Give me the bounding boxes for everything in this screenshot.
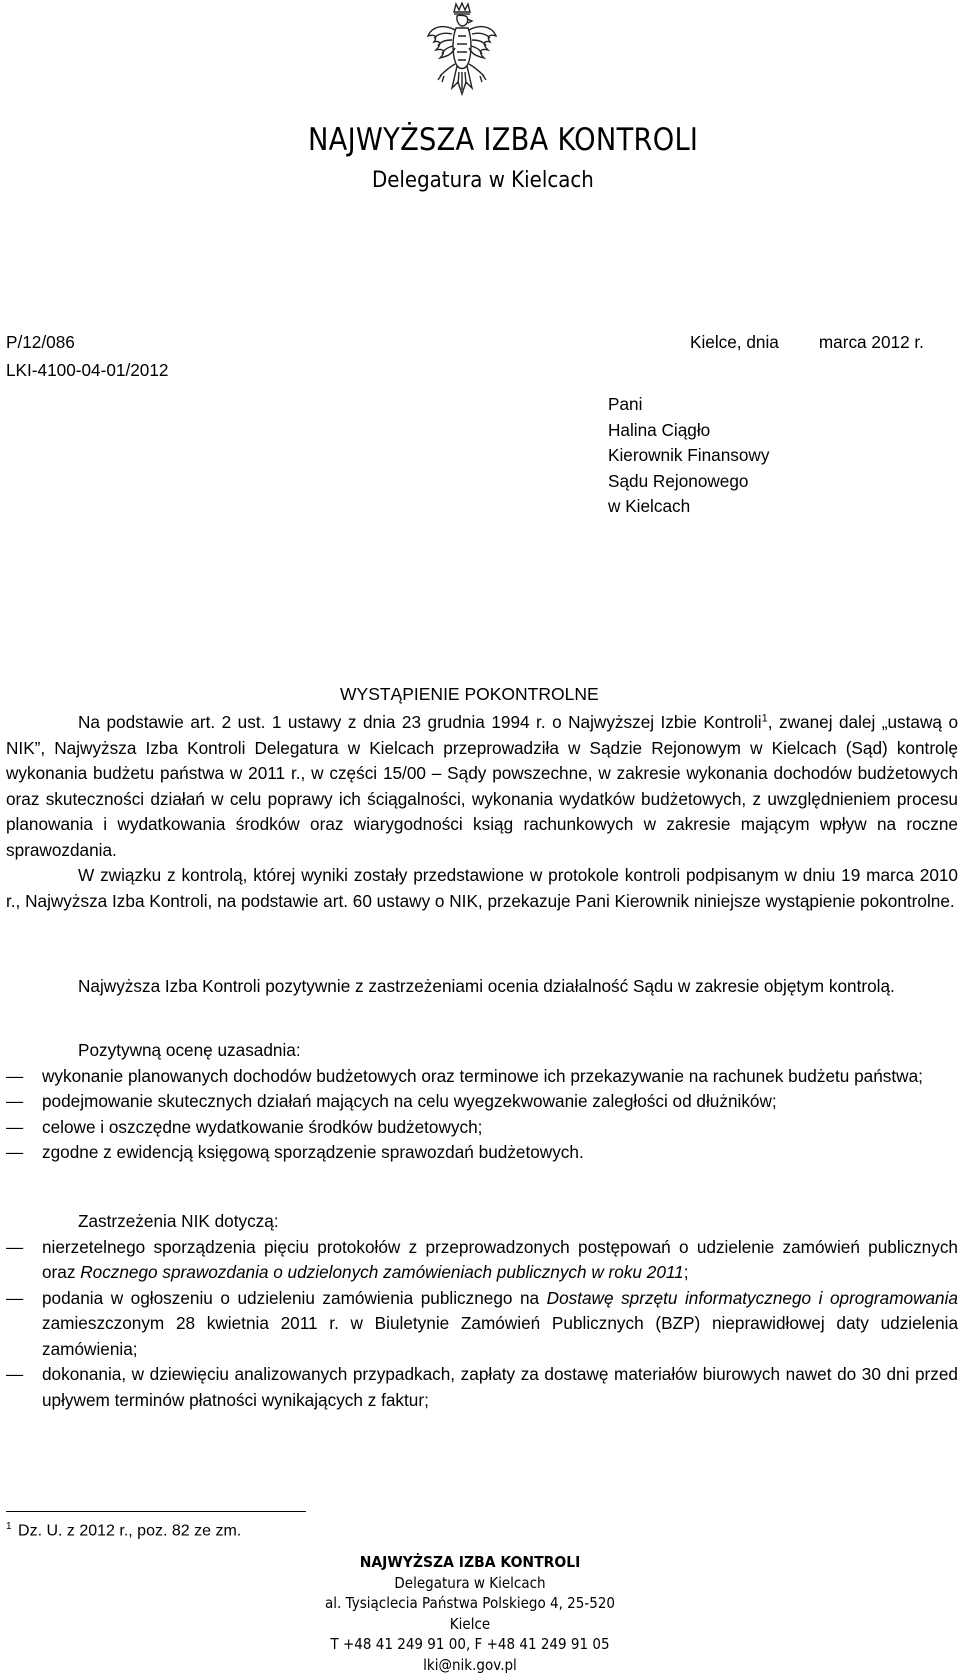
document-title: WYSTĄPIENIE POKONTROLNE xyxy=(340,684,599,705)
list-item: — zgodne z ewidencją księgową sporządzenie sprawozdań budżetowych. xyxy=(6,1140,958,1166)
item-text: ; xyxy=(684,1262,689,1282)
list-item: — dokonania, w dziewięciu analizowanych przypadkach, zapłaty za dostawę materiałów biurowych nawet do 30 dni przed upływem terminów płatności wynikających z faktur; xyxy=(6,1362,958,1413)
addressee-salutation: Pani xyxy=(608,392,769,418)
list-item: — podejmowanie skutecznych działań mających na celu wyegzekwowanie zaległości od dłużników; xyxy=(6,1089,958,1115)
intro-paragraph xyxy=(6,710,958,863)
assessment-section xyxy=(6,974,958,1000)
footnote xyxy=(6,1521,241,1540)
list-item xyxy=(6,1286,958,1363)
intro-text-a: Na podstawie art. 2 ust. 1 ustawy z dnia 23 grudnia 1994 r. o Najwyższej Izbie Kontroli xyxy=(78,712,762,732)
item-text: nierzetelnego sporządzenia pięciu protokołów z przeprowadzonych postępowań o udzielenie zamówień publicznych oraz xyxy=(42,1237,958,1283)
list-item xyxy=(6,1235,958,1286)
positive-list xyxy=(6,1064,958,1166)
addressee-court: Sądu Rejonowego xyxy=(608,469,769,495)
reservations-section xyxy=(6,1209,958,1413)
footer-branch: Delegatura w Kielcach xyxy=(317,1573,623,1594)
addressee-block xyxy=(608,392,769,520)
footnote-separator xyxy=(6,1511,306,1512)
item-text: zamieszczonym 28 kwietnia 2011 r. w Biuletynie Zamówień Publicznych (BZP) nieprawidłowej daty udzielenia zamówienia; xyxy=(42,1313,958,1359)
positive-section xyxy=(6,1038,958,1166)
footer-phone: T +48 41 249 91 00, F +48 41 249 91 05 xyxy=(317,1634,623,1655)
reservations-list xyxy=(6,1235,958,1414)
footnote-text: Dz. U. z 2012 r., poz. 82 ze zm. xyxy=(18,1522,241,1539)
intro-section xyxy=(6,710,958,914)
footer-institution: NAJWYŻSZA IZBA KONTROLI xyxy=(317,1552,623,1573)
footnote-number: 1 xyxy=(6,1521,12,1532)
intro-text-b: , zwanej dalej „ustawą o NIK”, Najwyższa Izba Kontroli Delegatura w Kielcach przeprowadziła w Sądzie Rejonowym w Kielcach (Sąd) kontrolę wykonania budżetu państwa w 2011 r., w części 15/00 – Sądy powszechne, w zakresie wykonania dochodów budżetowych oraz skuteczności działań w celu poprawy ich ściągalności, wykonania wydatków budżetowych, z uwzględnieniem procesu planowania i wydatkowania środków oraz wiarygodności ksiąg rachunkowych w zakresie mającym wpływ na roczne sprawozdania. xyxy=(6,712,958,860)
reference-numbers xyxy=(6,330,168,386)
footer-address: al. Tysiąclecia Państwa Polskiego 4, 25-520 Kielce xyxy=(317,1593,623,1634)
addressee-city: w Kielcach xyxy=(608,494,769,520)
list-item: — wykonanie planowanych dochodów budżetowych oraz terminowe ich przekazywanie na rachunek budżetu państwa; xyxy=(6,1064,958,1090)
addressee-name: Halina Ciągło xyxy=(608,418,769,444)
case-number: P/12/086 xyxy=(6,330,168,358)
reservations-heading: Zastrzeżenia NIK dotyczą: xyxy=(6,1209,958,1235)
item-italic-text: Rocznego sprawozdania o udzielonych zamówieniach publicznych w roku 2011 xyxy=(80,1262,684,1282)
footnote-ref: 1 xyxy=(762,712,768,724)
protocol-paragraph: W związku z kontrolą, której wyniki zostały przedstawione w protokole kontroli podpisanym w dniu 19 marca 2010 r., Najwyższa Izba Kontroli, na podstawie art. 60 ustawy o NIK, przekazuje Pani Kierownik niniejsze wystąpienie pokontrolne. xyxy=(6,863,958,914)
addressee-position: Kierownik Finansowy xyxy=(608,443,769,469)
place: Kielce, dnia xyxy=(690,332,779,352)
positive-heading: Pozytywną ocenę uzasadnia: xyxy=(6,1038,958,1064)
institution-name: NAJWYŻSZA IZBA KONTROLI xyxy=(308,122,698,158)
date: marca 2012 r. xyxy=(819,332,924,352)
item-text: podania w ogłoszeniu o udzieleniu zamówienia publicznego na xyxy=(42,1288,547,1308)
footer-email: lki@nik.gov.pl xyxy=(317,1655,623,1675)
place-and-date xyxy=(690,330,924,356)
item-italic-text: Dostawę sprzętu informatycznego i oprogramowania xyxy=(547,1288,958,1308)
file-number: LKI-4100-04-01/2012 xyxy=(6,358,168,386)
page-footer xyxy=(300,1552,640,1675)
assessment-paragraph: Najwyższa Izba Kontroli pozytywnie z zastrzeżeniami ocenia działalność Sądu w zakresie objętym kontrolą. xyxy=(6,974,958,1000)
institution-branch: Delegatura w Kielcach xyxy=(372,168,594,193)
list-item: — celowe i oszczędne wydatkowanie środków budżetowych; xyxy=(6,1115,958,1141)
polish-eagle-emblem xyxy=(424,2,500,110)
